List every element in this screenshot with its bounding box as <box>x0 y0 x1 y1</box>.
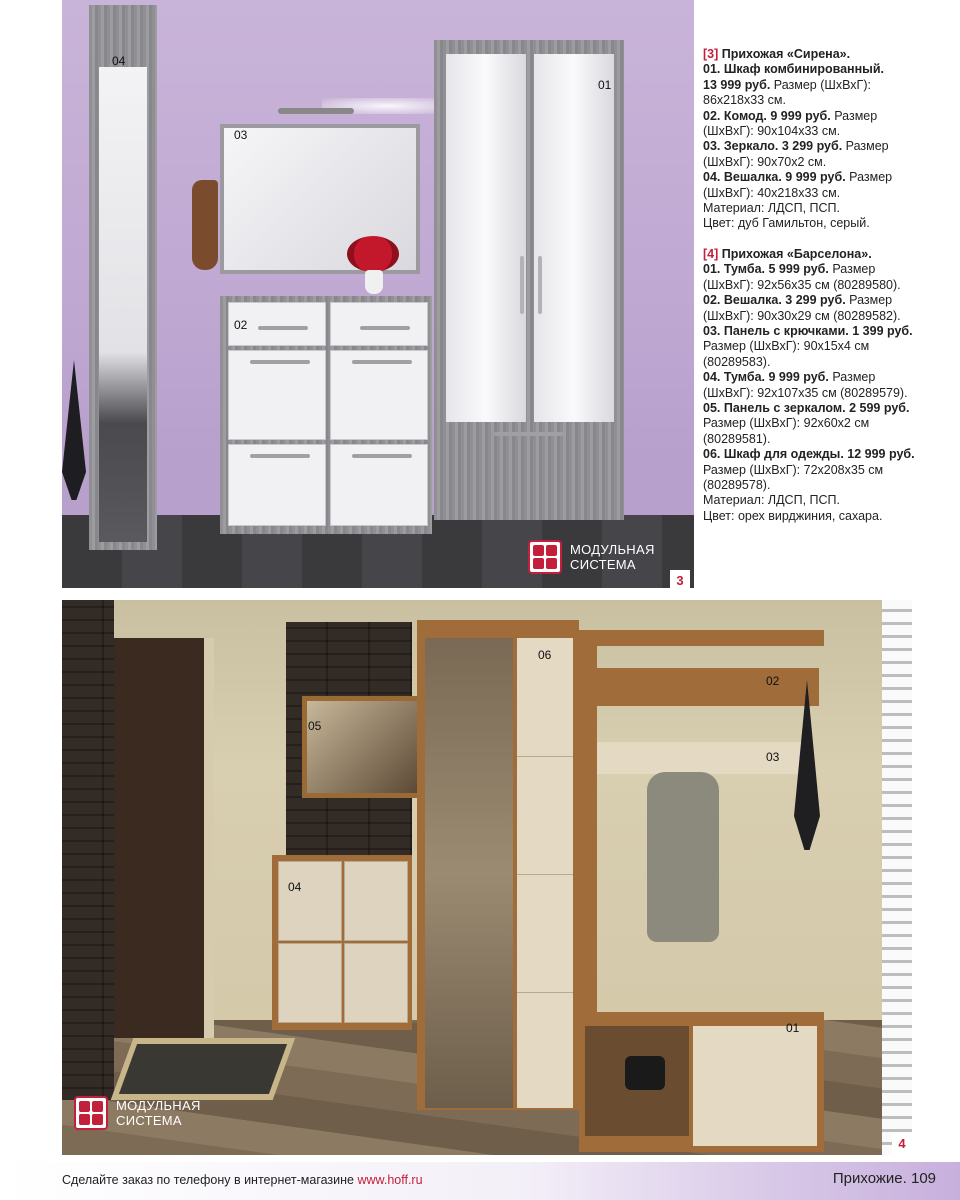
description-bold: 06. Шкаф для одежды. 12 999 руб. <box>703 447 915 462</box>
modular-system-badge <box>74 1096 201 1130</box>
brown-coat <box>192 180 218 270</box>
description-line <box>703 432 955 447</box>
description-line <box>703 139 955 154</box>
description-bold: 04. Вешалка. 9 999 руб. <box>703 170 846 185</box>
door-mat <box>111 1038 296 1100</box>
modular-grid-icon <box>74 1096 108 1130</box>
label-03: 03 <box>234 128 248 142</box>
vase <box>365 270 383 294</box>
wardrobe <box>434 40 624 520</box>
description-line <box>703 324 955 339</box>
cabinet-door <box>278 943 342 1023</box>
order-text: Сделайте заказ по телефону в интернет-магазине <box>62 1173 358 1187</box>
cabinet-door <box>278 861 342 941</box>
handle <box>258 326 308 330</box>
handle <box>250 360 310 364</box>
description-line <box>703 401 955 416</box>
description-line <box>703 339 955 354</box>
description-line <box>703 124 955 139</box>
window-blinds <box>882 600 912 1155</box>
entrance-door <box>114 638 204 1038</box>
page-footer <box>0 1162 960 1200</box>
handle <box>360 326 410 330</box>
modular-system-badge <box>528 540 655 574</box>
label-04: 04 <box>112 54 126 68</box>
description-line <box>703 416 955 431</box>
badge-line-1: МОДУЛЬНАЯ <box>116 1098 201 1113</box>
description-bold: 03. Зеркало. 3 299 руб. <box>703 139 843 154</box>
handle <box>538 256 542 314</box>
cabinet-door <box>344 861 408 941</box>
photo-barcelona-hallway <box>62 600 912 1155</box>
description-text: Размер <box>830 108 878 123</box>
description-bold: 01. Шкаф комбинированный. <box>703 62 884 77</box>
cabinet-door <box>344 943 408 1023</box>
label-01: 01 <box>598 78 612 92</box>
description-text: (80289583). <box>703 354 771 369</box>
hook-panel-02 <box>597 668 819 706</box>
description-line <box>703 463 955 478</box>
section-tag: [4] <box>703 246 719 261</box>
description-line <box>703 370 955 385</box>
description-text: Материал: ЛДСП, ПСП. <box>703 201 840 216</box>
description-text: Размер <box>842 139 889 154</box>
handle <box>352 454 412 458</box>
description-text: Размер (ШхВхГ): 92х60х2 см <box>703 416 870 431</box>
description-text: (ШхВхГ): 90х70х2 см. <box>703 154 827 169</box>
description-text: Цвет: дуб Гамильтон, серый. <box>703 216 870 231</box>
description-text: (ШхВхГ): 92х56х35 см (80289580). <box>703 277 901 292</box>
description-line <box>703 109 955 124</box>
description-line <box>703 509 955 524</box>
flowers <box>347 236 399 272</box>
description-text: Цвет: орех вирджиния, сахара. <box>703 508 883 523</box>
description-line <box>703 78 955 93</box>
description-text: Размер (ШхВхГ): 72х208х35 см <box>703 462 884 477</box>
description-text: Размер <box>845 170 893 185</box>
description-text: 86х218х33 см. <box>703 93 786 108</box>
description-line <box>703 93 955 108</box>
description-bold: 01. Тумба. 5 999 руб. <box>703 262 829 277</box>
sirena-lines <box>703 62 955 231</box>
description-bold: 04. Тумба. 9 999 руб. <box>703 370 829 385</box>
panel-with-mirror <box>302 696 422 798</box>
section-tag: [3] <box>703 47 719 61</box>
description-bold: 02. Вешалка. 3 299 руб. <box>703 293 846 308</box>
mirror-lamp <box>278 108 354 114</box>
rack-top <box>579 630 824 646</box>
hanger-panel <box>89 5 157 550</box>
hanger-mirror <box>99 67 147 542</box>
drawer <box>330 302 428 346</box>
jacket <box>647 772 719 942</box>
description-line <box>703 493 955 508</box>
label-02: 02 <box>234 318 248 332</box>
description-text: (ШхВхГ): 92х107х35 см (80289579). <box>703 385 908 400</box>
description-text: (ШхВхГ): 40х218х33 см. <box>703 185 841 200</box>
bench-door <box>693 1026 817 1146</box>
product-title: Прихожая «Сирена». <box>718 47 851 61</box>
product-title: Прихожая «Барселона». <box>718 246 872 261</box>
photo-sirena-hallway <box>62 0 694 588</box>
description-line <box>703 447 955 462</box>
description-text: (ШхВхГ): 90х104х33 см. <box>703 124 841 139</box>
description-line <box>703 62 955 77</box>
handle <box>520 256 524 314</box>
description-line <box>703 386 955 401</box>
label-01: 01 <box>786 1021 800 1035</box>
description-line <box>703 186 955 201</box>
description-line <box>703 293 955 308</box>
badge-line-2: СИСТЕМА <box>116 1113 182 1128</box>
handle <box>250 454 310 458</box>
description-line <box>703 262 955 277</box>
label-03: 03 <box>766 750 780 764</box>
description-bold: 05. Панель с зеркалом. 2 599 руб. <box>703 400 910 415</box>
description-line <box>703 155 955 170</box>
description-bold: 13 999 руб. <box>703 77 771 92</box>
section-number: 3 <box>670 570 690 588</box>
description-text: (80289578). <box>703 477 771 492</box>
description-line <box>703 201 955 216</box>
wardrobe-door <box>534 54 614 422</box>
label-06: 06 <box>538 648 552 662</box>
badge-line-1: МОДУЛЬНАЯ <box>570 542 655 557</box>
label-04: 04 <box>288 880 302 894</box>
wardrobe-mirror <box>425 638 513 1108</box>
description-line <box>703 170 955 185</box>
wardrobe-door <box>517 638 573 1108</box>
coat-rack <box>579 630 824 1125</box>
brick-wall <box>62 600 114 1100</box>
site-link[interactable]: www.hoff.ru <box>357 1173 423 1187</box>
description-text: (ШхВхГ): 90х30х29 см (80289582). <box>703 308 901 323</box>
door-frame <box>204 638 214 1038</box>
handle <box>494 432 564 436</box>
product-descriptions <box>703 47 955 524</box>
description-text: Размер <box>828 370 876 385</box>
section-number: 4 <box>892 1133 912 1155</box>
label-02: 02 <box>766 674 780 688</box>
description-text: Размер <box>845 293 893 308</box>
description-line <box>703 355 955 370</box>
badge-line-2: СИСТЕМА <box>570 557 636 572</box>
description-text: Материал: ЛДСП, ПСП. <box>703 493 840 508</box>
handle <box>352 360 412 364</box>
description-line <box>703 216 955 231</box>
description-text: Размер (ШхВхГ): 90х15х4 см <box>703 339 870 354</box>
description-bold: 03. Панель с крючками. 1 399 руб. <box>703 323 913 338</box>
description-line <box>703 278 955 293</box>
barcelona-lines <box>703 262 955 524</box>
shoes <box>625 1056 665 1090</box>
umbrella <box>62 360 86 500</box>
description-line <box>703 478 955 493</box>
wardrobe-06 <box>417 620 579 1110</box>
label-05: 05 <box>308 719 322 733</box>
dresser <box>220 296 432 534</box>
description-text: Размер (ШхВхГ): <box>770 77 871 92</box>
modular-grid-icon <box>528 540 562 574</box>
page-label: Прихожие. 109 <box>832 1170 936 1187</box>
shoe-shelf <box>585 1026 689 1136</box>
description-text: Размер <box>828 262 876 277</box>
wardrobe-door <box>446 54 526 422</box>
description-line <box>703 309 955 324</box>
description-text: (80289581). <box>703 431 771 446</box>
description-bold: 02. Комод. 9 999 руб. <box>703 108 831 123</box>
